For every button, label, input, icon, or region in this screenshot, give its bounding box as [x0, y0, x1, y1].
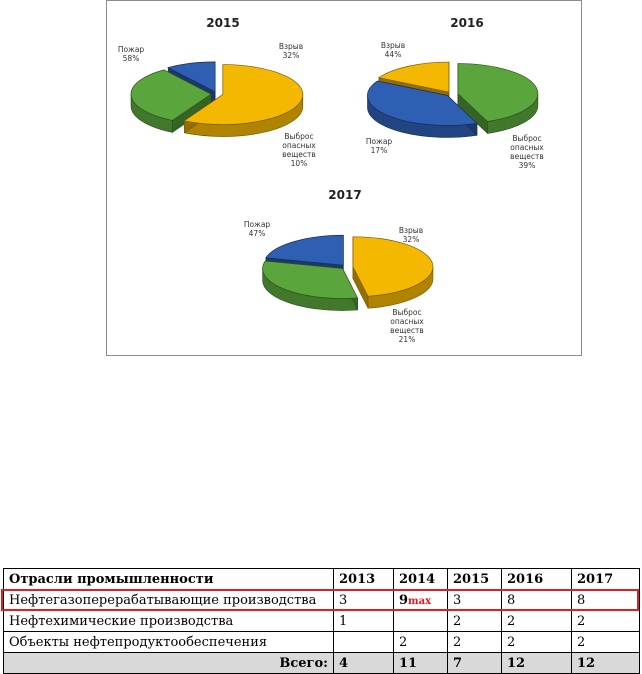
cell-2015: 2 — [448, 632, 502, 653]
max-badge: max — [408, 595, 432, 607]
pie-charts-panel — [106, 0, 582, 356]
table-row-oil-gas-refining — [4, 590, 640, 611]
total-label: Всего: — [4, 653, 334, 674]
header-2016: 2016 — [502, 569, 572, 590]
cell-2013: 3 — [334, 590, 394, 611]
cell-2016: 2 — [502, 632, 572, 653]
total-2013: 4 — [334, 653, 394, 674]
cell-2014-value: 9 — [399, 592, 409, 608]
cell-2013: 1 — [334, 611, 394, 632]
total-2015: 7 — [448, 653, 502, 674]
pie-title-2017: 2017 — [328, 188, 362, 202]
pie-label-2016-0: Взрыв 44% — [380, 41, 406, 59]
pie-label-2015-2: Выброс опасных веществ 10% — [282, 132, 316, 168]
row-label: Нефтехимические производства — [4, 611, 334, 632]
pie-title-2016: 2016 — [450, 16, 484, 30]
cell-2015: 2 — [448, 611, 502, 632]
cell-2017: 2 — [572, 611, 640, 632]
pie-title-2015: 2015 — [206, 16, 240, 30]
cell-2016: 2 — [502, 611, 572, 632]
pie-label-2017-0: Пожар 47% — [243, 220, 271, 238]
pie-label-2017-2: Выброс опасных веществ 21% — [390, 308, 424, 344]
table-total-row — [4, 653, 640, 674]
cell-2014 — [394, 611, 448, 632]
pie-label-2016-1: Выброс опасных веществ 39% — [510, 134, 544, 170]
pie-label-2015-1: Взрыв 32% — [278, 42, 304, 60]
total-2014: 11 — [394, 653, 448, 674]
pie-label-2015-0: Пожар 58% — [117, 45, 145, 63]
cell-2015: 3 — [448, 590, 502, 611]
pie-slice-2017-0 — [353, 237, 433, 308]
total-2016: 12 — [502, 653, 572, 674]
cell-2017: 2 — [572, 632, 640, 653]
cell-2014 — [394, 590, 448, 611]
total-2017: 12 — [572, 653, 640, 674]
pie-label-2017-1: Взрыв 32% — [398, 226, 424, 244]
accidents-table — [3, 568, 640, 674]
cell-2013 — [334, 632, 394, 653]
cell-2017: 8 — [572, 590, 640, 611]
header-2014: 2014 — [394, 569, 448, 590]
cell-2016: 8 — [502, 590, 572, 611]
table-row-oil-product-supply — [4, 632, 640, 653]
header-2015: 2015 — [448, 569, 502, 590]
pie-chart-2016 — [366, 16, 544, 170]
pie-label-2016-2: Пожар 17% — [365, 137, 393, 155]
header-2013: 2013 — [334, 569, 394, 590]
cell-2014: 2 — [394, 632, 448, 653]
pie-charts-svg — [107, 1, 583, 357]
header-industry: Отрасли промышленности — [4, 569, 334, 590]
table-row-petrochemical — [4, 611, 640, 632]
row-label: Нефтегазоперерабатывающие производства — [4, 590, 334, 611]
pie-chart-2017 — [244, 188, 433, 344]
header-2017: 2017 — [572, 569, 640, 590]
table-header-row — [4, 569, 640, 590]
row-label: Объекты нефтепродуктообеспечения — [4, 632, 334, 653]
pie-chart-2015 — [118, 16, 316, 168]
